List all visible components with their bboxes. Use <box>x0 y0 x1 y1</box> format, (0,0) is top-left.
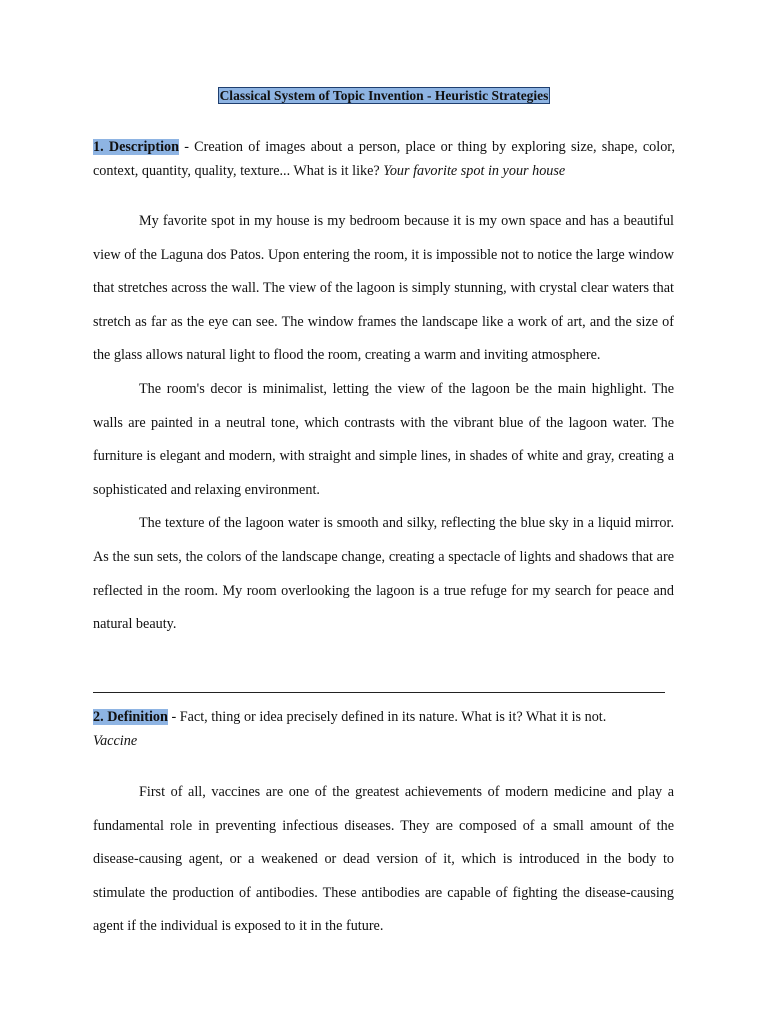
section-2-topic: Vaccine <box>93 733 138 749</box>
section-1-paragraph: My favorite spot in my house is my bedroom because it is my own space and has a beautiful view of the Laguna dos Patos. Upon entering the room, it is impossible not to notice the large window that stretches across the wall. The view of the lagoon is simply stunning, with crystal clear waters that stretch as far as the eye can see. The window frames the landscape like a work of art, and the size of the glass allows natural light to flood the room, creating a warm and inviting atmosphere. <box>93 213 674 364</box>
section-2-paragraph: First of all, vaccines are one of the greatest achievements of modern medicine and play a fundamental role in preventing infectious diseases. They are composed of a small amount of the disease-causing agent, or a weakened or dead version of it, which is introduced in the body to stimulate the production of antibodies. These antibodies are capable of fighting the disease-causing agent if the individual is exposed to it in the future. <box>93 784 674 935</box>
section-1-label: 1. Description <box>93 139 179 155</box>
document-title-row <box>0 87 768 105</box>
section-1-body <box>93 205 674 642</box>
section-2-heading <box>93 705 675 753</box>
section-1-paragraph: The room's decor is minimalist, letting the view of the lagoon be the main highlight. The walls are painted in a neutral tone, which contrasts with the vibrant blue of the lagoon water. The furniture is elegant and modern, with straight and simple lines, in shades of white and gray, creating a sophisticated and relaxing environment. <box>93 380 674 498</box>
section-1-heading <box>93 135 675 183</box>
section-divider <box>93 692 665 693</box>
section-1-separator: - <box>179 139 195 155</box>
section-1-topic: Your favorite spot in your house <box>383 163 566 179</box>
document-title: Classical System of Topic Invention - Heuristic Strategies <box>219 88 549 103</box>
section-2-separator: - <box>167 709 180 725</box>
section-2-body <box>93 776 674 944</box>
section-1-prompt: Creation of images about a person, place or thing by exploring size, shape, color, context, quantity, quality, texture... What is it like? <box>93 139 675 179</box>
section-2-label: 2. Definition <box>93 709 168 725</box>
section-1-paragraph: The texture of the lagoon water is smooth and silky, reflecting the blue sky in a liquid mirror. As the sun sets, the colors of the landscape change, creating a spectacle of lights and shadows that are reflected in the room. My room overlooking the lagoon is a true refuge for my search for peace and natural beauty. <box>93 515 674 633</box>
section-2-prompt: Fact, thing or idea precisely defined in its nature. What is it? What it is not. <box>179 709 607 725</box>
